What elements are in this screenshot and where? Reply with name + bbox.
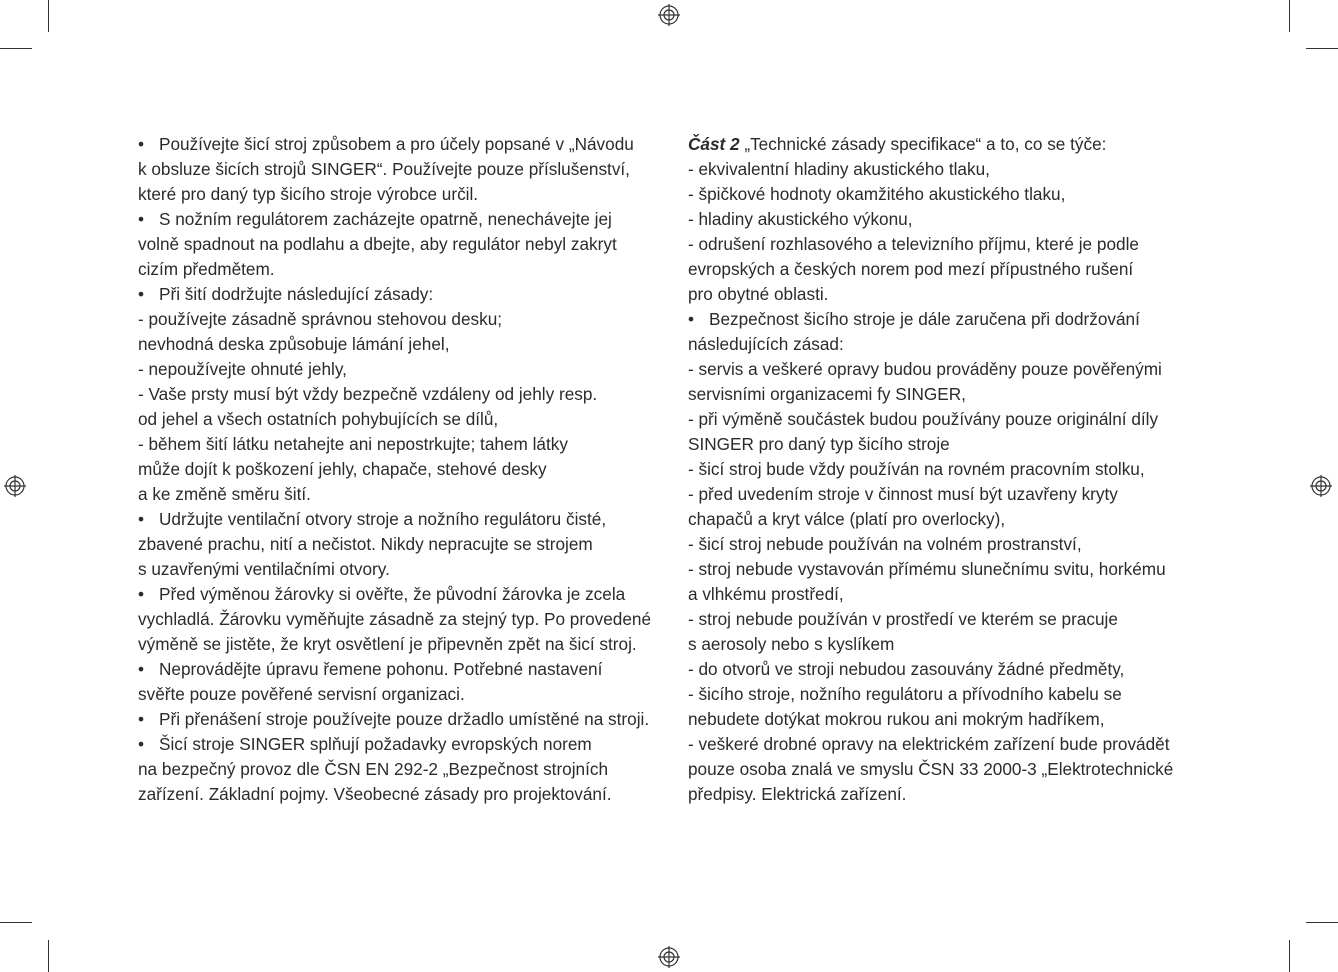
text-line: volně spadnout na podlahu a dbejte, aby regulátor nebyl zakryt <box>138 234 617 254</box>
text-line: - během šití látku netahejte ani nepostrkujte; tahem látky <box>138 434 568 454</box>
text-line: - šicí stroj bude vždy používán na rovném pracovním stolku, <box>688 459 1145 479</box>
bullet-line: • Při šití dodržujte následující zásady: <box>138 282 651 307</box>
text-line: na bezpečný provoz dle ČSN EN 292-2 „Bezpečnost strojních <box>138 759 609 779</box>
text-line: - Vaše prsty musí být vždy bezpečně vzdáleny od jehly resp. <box>138 384 598 404</box>
text-line: zařízení. Základní pojmy. Všeobecné zásady pro projektování. <box>138 784 612 804</box>
text-line: - hladiny akustického výkonu, <box>688 209 913 229</box>
text-line: nebudete dotýkat mokrou rukou ani mokrým hadříkem, <box>688 709 1105 729</box>
crop-mark <box>0 48 32 49</box>
section-title: „Technické zásady specifikace“ a to, co se týče: <box>739 134 1107 154</box>
text-line: - před uvedením stroje v činnost musí být uzavřeny kryty <box>688 484 1118 504</box>
bullet-line: • Používejte šicí stroj způsobem a pro účely popsané v „Návodu <box>138 132 651 157</box>
crop-mark <box>1306 48 1338 49</box>
registration-mark-icon <box>1310 475 1332 497</box>
text-line: - stroj nebude vystavován přímému slunečnímu svitu, horkému <box>688 559 1166 579</box>
text-line: může dojít k poškození jehly, chapače, stehové desky <box>138 459 547 479</box>
left-text-column <box>138 132 651 807</box>
registration-mark-icon <box>658 4 680 26</box>
text-line: SINGER pro daný typ šicího stroje <box>688 434 950 454</box>
crop-mark <box>1289 940 1290 972</box>
crop-mark <box>48 0 49 32</box>
text-line: nevhodná deska způsobuje lámání jehel, <box>138 334 450 354</box>
text-line: - odrušení rozhlasového a televizního příjmu, které je podle <box>688 234 1139 254</box>
bullet-line: • Šicí stroje SINGER splňují požadavky evropských norem <box>138 732 651 757</box>
crop-mark <box>0 922 32 923</box>
text-line: předpisy. Elektrická zařízení. <box>688 784 907 804</box>
text-line: od jehel a všech ostatních pohybujících se dílů, <box>138 409 499 429</box>
text-line: - špičkové hodnoty okamžitého akustického tlaku, <box>688 184 1066 204</box>
text-line: které pro daný typ šicího stroje výrobce určil. <box>138 184 479 204</box>
text-line: - používejte zásadně správnou stehovou desku; <box>138 309 503 329</box>
crop-mark <box>1289 0 1290 32</box>
bullet-line: • Před výměnou žárovky si ověřte, že původní žárovka je zcela <box>138 582 651 607</box>
section-heading <box>688 132 1173 157</box>
text-line: výměně se jistěte, že kryt osvětlení je připevněn zpět na šicí stroj. <box>138 634 637 654</box>
bullet-line: • Bezpečnost šicího stroje je dále zaručena při dodržování <box>688 307 1173 332</box>
crop-mark <box>1306 922 1338 923</box>
registration-mark-icon <box>658 946 680 968</box>
bullet-line: • Neprovádějte úpravu řemene pohonu. Potřebné nastavení <box>138 657 651 682</box>
registration-mark-icon <box>4 475 26 497</box>
text-line: chapačů a kryt válce (platí pro overlocky), <box>688 509 1006 529</box>
text-line: - do otvorů ve stroji nebudou zasouvány žádné předměty, <box>688 659 1125 679</box>
bullet-line: • S nožním regulátorem zacházejte opatrně, nenechávejte jej <box>138 207 651 232</box>
text-line: cizím předmětem. <box>138 259 275 279</box>
text-line: - ekvivalentní hladiny akustického tlaku, <box>688 159 990 179</box>
text-line: - šicí stroj nebude používán na volném prostranství, <box>688 534 1082 554</box>
text-line: svěřte pouze pověřené servisní organizaci. <box>138 684 465 704</box>
right-text-column <box>688 132 1173 807</box>
text-line: s uzavřenými ventilačními otvory. <box>138 559 390 579</box>
text-line: - při výměně součástek budou používány pouze originální díly <box>688 409 1159 429</box>
text-line: pouze osoba znalá ve smyslu ČSN 33 2000-3 „Elektrotechnické <box>688 759 1174 779</box>
bullet-line: • Při přenášení stroje používejte pouze držadlo umístěné na stroji. <box>138 707 651 732</box>
text-line: servisními organizacemi fy SINGER, <box>688 384 966 404</box>
bullet-line: • Udržujte ventilační otvory stroje a nožního regulátoru čisté, <box>138 507 651 532</box>
text-line: a vlhkému prostředí, <box>688 584 844 604</box>
text-line: - stroj nebude používán v prostředí ve kterém se pracuje <box>688 609 1118 629</box>
text-line: zbavené prachu, nití a nečistot. Nikdy nepracujte se strojem <box>138 534 593 554</box>
text-line: vychladlá. Žárovku vyměňujte zásadně za stejný typ. Po provedené <box>138 609 652 629</box>
text-line: - veškeré drobné opravy na elektrickém zařízení bude provádět <box>688 734 1170 754</box>
crop-mark <box>48 940 49 972</box>
section-number: Část 2 <box>688 134 740 154</box>
text-line: s aerosoly nebo s kyslíkem <box>688 634 895 654</box>
text-line: pro obytné oblasti. <box>688 284 829 304</box>
text-line: k obsluze šicích strojů SINGER“. Používejte pouze příslušenství, <box>138 159 630 179</box>
text-line: následujících zásad: <box>688 334 844 354</box>
text-line: - šicího stroje, nožního regulátoru a přívodního kabelu se <box>688 684 1122 704</box>
text-line: - servis a veškeré opravy budou prováděny pouze pověřenými <box>688 359 1162 379</box>
text-line: - nepoužívejte ohnuté jehly, <box>138 359 347 379</box>
text-line: a ke změně směru šití. <box>138 484 311 504</box>
text-line: evropských a českých norem pod mezí přípustného rušení <box>688 259 1134 279</box>
